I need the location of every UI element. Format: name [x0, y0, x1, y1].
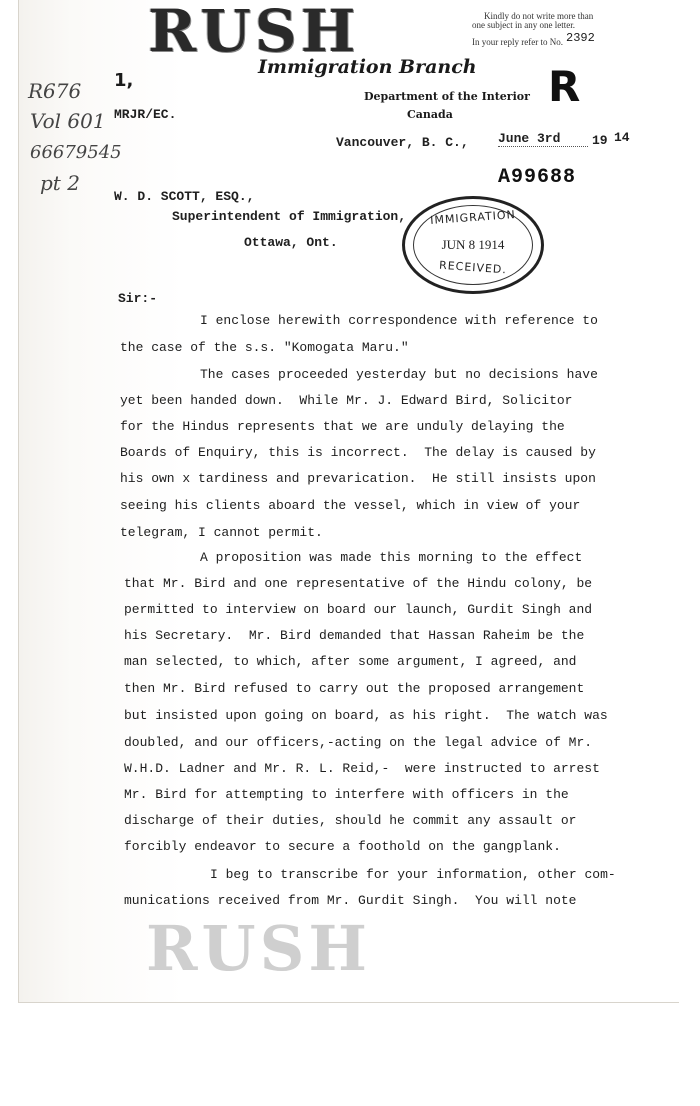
body-line: telegram, I cannot permit. [120, 525, 323, 540]
body-line: that Mr. Bird and one representative of the Hindu colony, be [124, 576, 593, 591]
body-line: Boards of Enquiry, this is incorrect. The delay is caused by [120, 445, 596, 460]
addressee-name: W. D. SCOTT, ESQ., [114, 189, 255, 204]
handwritten-note-4: pt 2 [40, 171, 80, 195]
country-heading: Canada [407, 108, 453, 121]
body-line: the case of the s.s. "Komogata Maru." [120, 340, 409, 355]
body-line: seeing his clients aboard the vessel, which in view of your [120, 498, 581, 513]
body-line: doubled, and our officers,-acting on the legal advice of Mr. [124, 735, 593, 750]
handwritten-note-3: 66679545 [30, 142, 122, 163]
body-line: his own x tardiness and prevarication. He still insists upon [120, 471, 596, 486]
file-number: A99688 [498, 166, 577, 189]
body-line: I beg to transcribe for your information, other com- [210, 867, 616, 882]
note-line-2: one subject in any one letter. [472, 20, 575, 30]
rush-stamp-top: RUSH [148, 0, 360, 65]
body-line: Mr. Bird for attempting to interfere with officers in the [124, 787, 569, 802]
body-line: I enclose herewith correspondence with reference to [200, 313, 598, 328]
rush-stamp-bottom: RUSH [146, 912, 371, 985]
letter-year-prefix: 19 [592, 133, 608, 148]
letter-year-suffix: 14 [614, 130, 630, 145]
branch-heading: Immigration Branch [258, 56, 477, 78]
priority-mark-r: R [548, 62, 581, 111]
department-heading: Department of the Interior [364, 90, 530, 103]
addressee-title: Superintendent of Immigration, [172, 209, 407, 224]
body-line: then Mr. Bird refused to carry out the proposed arrangement [124, 681, 585, 696]
reply-prefix: In your reply refer to No. [472, 37, 563, 47]
comma-mark: 1, [114, 70, 134, 91]
body-line: man selected, to which, after some argument, I agreed, and [124, 654, 577, 669]
body-line: W.H.D. Ladner and Mr. R. L. Reid,- were instructed to arrest [124, 761, 600, 776]
handwritten-note-2: Vol 601 [30, 109, 106, 133]
received-stamp-date: JUN 8 1914 [441, 237, 505, 252]
reply-number: 2392 [566, 31, 595, 45]
letter-date: June 3rd [498, 132, 588, 147]
body-line: munications received from Mr. Gurdit Singh. You will note [124, 893, 577, 908]
body-line: permitted to interview on board our launch, Gurdit Singh and [124, 602, 593, 617]
body-line: forcibly endeavor to secure a foothold on the gangplank. [124, 839, 561, 854]
received-stamp [402, 196, 544, 294]
body-line: The cases proceeded yesterday but no decisions have [200, 367, 598, 382]
received-stamp-top: IMMIGRATION [429, 208, 517, 227]
body-line: yet been handed down. While Mr. J. Edward Bird, Solicitor [120, 393, 573, 408]
body-line: discharge of their duties, should he commit any assault or [124, 813, 577, 828]
body-line: for the Hindus represents that we are unduly delaying the [120, 419, 565, 434]
handwritten-note-1: R676 [28, 79, 82, 103]
body-line: but insisted upon going on board, as his right. The watch was [124, 708, 608, 723]
body-line: his Secretary. Mr. Bird demanded that Hassan Raheim be the [124, 628, 585, 643]
addressee-city: Ottawa, Ont. [244, 235, 338, 250]
received-stamp-bottom: RECEIVED. [438, 258, 508, 277]
body-line: A proposition was made this morning to the effect [200, 550, 583, 565]
note-line-1: Kindly do not write more than [484, 11, 594, 21]
salutation: Sir:- [118, 291, 158, 306]
reference-code: MRJR/EC. [114, 107, 177, 122]
letter-place: Vancouver, B. C., [336, 135, 469, 150]
